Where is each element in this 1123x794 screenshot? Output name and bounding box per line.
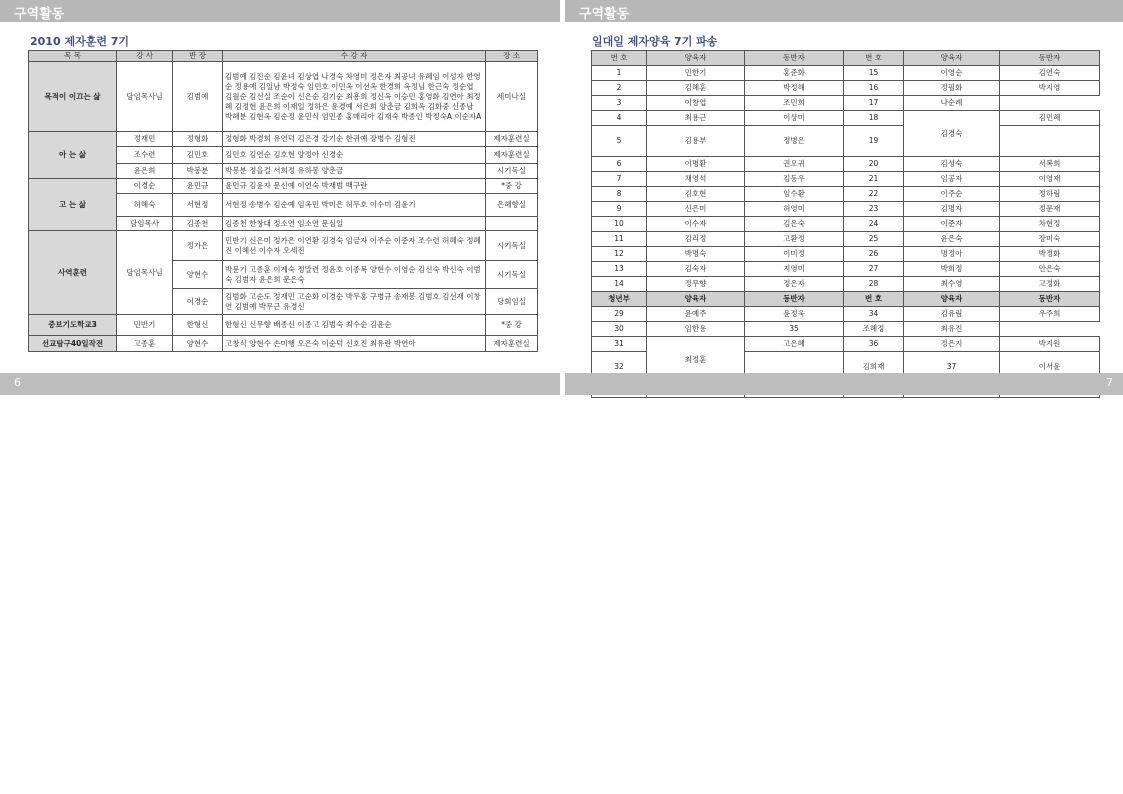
leader-cell: 김범예 — [173, 62, 223, 132]
number-cell: 14 — [592, 277, 647, 292]
teacher-cell: 이경순 — [117, 179, 173, 194]
mentor-cell: 김숙자 — [647, 262, 745, 277]
partner-cell: 윤정욱 — [745, 307, 844, 322]
left-header-title: 구역활동 — [14, 7, 65, 22]
partner-cell: 김연숙 — [1000, 66, 1100, 81]
place-cell: 세미나실 — [486, 62, 538, 132]
table-row — [592, 247, 1100, 262]
students-cell: 박문기 고종훈 이계숙 정말련 정윤호 이종복 양현수 이영순 김신숙 박신숙 이범숙 김범자 윤은희 문은숙 — [223, 261, 486, 289]
number-cell: 37 — [904, 352, 1000, 383]
place-cell: *중 강 — [486, 179, 538, 194]
students-cell: 한형신 신무향 배종신 이종고 김범숙 최수순 김윤순 — [223, 315, 486, 336]
leader-cell: 서현정 — [173, 194, 223, 217]
mentor-cell: 윤은숙 — [904, 232, 1000, 247]
mentor-cell: 이주순 — [904, 187, 1000, 202]
leader-cell: 양현수 — [173, 336, 223, 352]
partner-cell: 고정화 — [1000, 277, 1100, 292]
partner-cell: 이영재 — [1000, 172, 1100, 187]
leader-cell: 윤민규 — [173, 179, 223, 194]
mentor-cell: 김유림 — [904, 307, 1000, 322]
number-cell: 35 — [745, 322, 844, 337]
number-cell: 31 — [592, 337, 647, 352]
partner-cell: 이상미 — [745, 111, 844, 126]
partner-cell: 임한용 — [647, 322, 745, 337]
table-row — [29, 231, 538, 261]
teacher-cell: 조수련 — [117, 147, 173, 164]
table-row — [29, 132, 538, 147]
partner-cell: 박지원 — [1000, 337, 1100, 352]
number-cell: 25 — [844, 232, 904, 247]
number-cell: 24 — [844, 217, 904, 232]
number-cell: 17 — [844, 96, 904, 111]
partner-cell: 김민혜 — [1000, 111, 1100, 126]
number-cell: 19 — [844, 126, 904, 157]
category-cell: 고 는 삶 — [29, 179, 117, 231]
table-header-row — [29, 51, 538, 62]
table-row — [592, 217, 1100, 232]
col-header: 목 목 — [29, 51, 117, 62]
number-cell: 18 — [844, 111, 904, 126]
table-row — [29, 179, 538, 194]
students-cell: 정형화 박경희 유연덕 김은경 강기순 한귀예 장병수 김형진 — [223, 132, 486, 147]
number-cell: 10 — [592, 217, 647, 232]
table-row — [592, 277, 1100, 292]
partner-cell: 이미정 — [745, 247, 844, 262]
place-cell: 시기독실 — [486, 261, 538, 289]
table-row — [592, 187, 1100, 202]
mentor-cell: 김명자 — [904, 202, 1000, 217]
partner-cell: 차현정 — [1000, 217, 1100, 232]
leader-cell: 정가은 — [173, 231, 223, 261]
category-cell: 목적이 이끄는 삶 — [29, 62, 117, 132]
place-cell: 은혜향실 — [486, 194, 538, 217]
mentor-cell: 정은지 — [904, 337, 1000, 352]
number-cell: 13 — [592, 262, 647, 277]
category-cell: 사역훈련 — [29, 231, 117, 315]
students-cell: 민반기 신은미 정가은 이연환 김경숙 임금자 이주순 이준자 조수련 허혜숙 정혜진 이혜선 이수자 오세진 — [223, 231, 486, 261]
table-row — [592, 232, 1100, 247]
partner-cell: 정은자 — [745, 277, 844, 292]
col-header: 양육자 — [647, 51, 745, 66]
right-section-title: 일대일 제자양육 7기 파송 — [592, 35, 718, 48]
col-header: 동반자 — [745, 292, 844, 307]
teacher-cell: 담임목사님 — [117, 62, 173, 132]
mentor-cell: 김성숙 — [904, 157, 1000, 172]
leader-cell: 정형화 — [173, 132, 223, 147]
number-cell: 5 — [592, 126, 647, 157]
col-header: 번 호 — [592, 51, 647, 66]
mentor-cell: 김경숙 — [904, 111, 1000, 157]
partner-cell: 허영미 — [745, 202, 844, 217]
place-cell: 시기독실 — [486, 164, 538, 179]
mentor-cell: 이수자 — [647, 217, 745, 232]
mentor-cell: 정무향 — [647, 277, 745, 292]
table-row — [592, 307, 1100, 322]
mentor-cell: 최정훈 — [647, 337, 745, 383]
mentor-cell: 박명숙 — [647, 247, 745, 262]
teacher-cell: 정재민 — [117, 132, 173, 147]
partner-cell: 박정화 — [1000, 247, 1100, 262]
col-header: 동반자 — [745, 51, 844, 66]
table-row — [592, 157, 1100, 172]
partner-cell: 장미숙 — [1000, 232, 1100, 247]
partner-cell: 우주희 — [1000, 307, 1100, 322]
category-cell: 아 는 삶 — [29, 132, 117, 179]
number-cell: 11 — [592, 232, 647, 247]
number-cell: 9 — [592, 202, 647, 217]
left-footer-bar — [0, 373, 560, 395]
mentor-cell: 이명환 — [647, 157, 745, 172]
partner-cell: 나순례 — [904, 96, 1000, 111]
students-cell: 김범화 고순도 정재민 고순화 이경순 박무홍 구병규 송재봉 김범호 김선재 이창연 김범예 박무근 유경신 — [223, 289, 486, 315]
table-row — [29, 62, 538, 132]
leader-cell: 박봉분 — [173, 164, 223, 179]
mentor-cell: 이창엽 — [647, 96, 745, 111]
mentor-cell: 이서윤 — [1000, 352, 1100, 383]
number-cell: 8 — [592, 187, 647, 202]
teacher-cell: 담임목사님 — [117, 231, 173, 315]
mentor-cell: 임공자 — [904, 172, 1000, 187]
table-row — [592, 126, 1100, 157]
number-cell: 26 — [844, 247, 904, 262]
right-page-number: 7 — [1106, 376, 1113, 389]
leader-cell: 한형신 — [173, 315, 223, 336]
partner-cell: 정하림 — [1000, 187, 1100, 202]
place-cell: 제자훈련실 — [486, 147, 538, 164]
table-row — [592, 96, 1100, 111]
table-row — [592, 66, 1100, 81]
number-cell: 1 — [592, 66, 647, 81]
mentor-cell: 박희정 — [904, 262, 1000, 277]
col-header: 양육자 — [647, 292, 745, 307]
col-header: 강 사 — [117, 51, 173, 62]
youth-header-row — [592, 292, 1100, 307]
teacher-cell: 담임목사 — [117, 217, 173, 231]
table-row — [592, 172, 1100, 187]
right-header-bar — [565, 0, 1123, 22]
col-header: 장 소 — [486, 51, 538, 62]
number-cell: 30 — [592, 322, 647, 337]
students-cell: 김범예 김진순 김윤녀 김상엽 나경숙 차영미 정은자 최공녀 유혜임 이성자 한영순 정용예 김일남 박정숙 임민호 이민옥 이선옥 한경희 옥정님 한근숙 정순엽 김월순 김선실 조순이 신은순 김기순 최흥희 정신옥 이승민 홍영화 김연아 최정혜 김정현 윤은희 이재일 정하은 윤경예 서은희 양춘금 김희옥 김화중 신종남 박혜분 김현옥 김순정 윤민식 엄민종 홍매리아 김재숙 박종인 박정숙A 이순자A — [223, 62, 486, 132]
col-header: 번 호 — [844, 51, 904, 66]
col-header: 번 호 — [844, 292, 904, 307]
mentor-cell: 김호현 — [647, 187, 745, 202]
partner-cell: 박지영 — [1000, 81, 1100, 96]
partner-cell: 권오귀 — [745, 157, 844, 172]
mentor-cell: 이준자 — [904, 217, 1000, 232]
mentor-cell: 명정아 — [904, 247, 1000, 262]
table-header-row — [592, 51, 1100, 66]
left-header-bar — [0, 0, 560, 22]
mentor-cell: 조혜정 — [844, 322, 904, 337]
partner-cell: 김희재 — [844, 352, 904, 383]
leader-cell: 이경순 — [173, 289, 223, 315]
table-row — [592, 111, 1100, 126]
partner-cell: 임수환 — [745, 187, 844, 202]
leader-cell: 김민호 — [173, 147, 223, 164]
table-row — [592, 81, 1100, 96]
table-row — [592, 262, 1100, 277]
teacher-cell: 윤은희 — [117, 164, 173, 179]
partner-cell: 고환정 — [745, 232, 844, 247]
partner-cell: 안은숙 — [1000, 262, 1100, 277]
right-header-title: 구역활동 — [579, 7, 630, 22]
teacher-cell: 고종훈 — [117, 336, 173, 352]
training-table — [28, 50, 538, 352]
mentor-cell: 신은미 — [647, 202, 745, 217]
place-cell: 시기독실 — [486, 231, 538, 261]
mentor-cell: 최용근 — [647, 111, 745, 126]
table-row — [592, 322, 1100, 337]
partner-cell: 최유진 — [904, 322, 1000, 337]
place-cell: 제자훈련실 — [486, 336, 538, 352]
col-header: 반 장 — [173, 51, 223, 62]
col-header: 동반자 — [1000, 292, 1100, 307]
place-cell: 제자훈련실 — [486, 132, 538, 147]
number-cell: 28 — [844, 277, 904, 292]
category-cell: 선교탐구40일작전 — [29, 336, 117, 352]
number-cell: 7 — [592, 172, 647, 187]
mentoring-table — [591, 50, 1100, 398]
number-cell: 2 — [592, 81, 647, 96]
category-cell: 중보기도학교3 — [29, 315, 117, 336]
partner-cell: 정병은 — [745, 126, 844, 157]
col-header: 양육자 — [904, 292, 1000, 307]
number-cell: 22 — [844, 187, 904, 202]
number-cell: 6 — [592, 157, 647, 172]
partner-cell: 지영미 — [745, 262, 844, 277]
number-cell: 21 — [844, 172, 904, 187]
number-cell: 12 — [592, 247, 647, 262]
number-cell: 23 — [844, 202, 904, 217]
col-header: 양육자 — [904, 51, 1000, 66]
mentor-cell: 윤예주 — [647, 307, 745, 322]
students-cell: 박봉분 정을걸 서희정 유하봉 양춘금 — [223, 164, 486, 179]
mentor-cell: 채영석 — [647, 172, 745, 187]
mentor-cell: 정필화 — [904, 81, 1000, 96]
left-page-number: 6 — [14, 376, 21, 389]
table-row — [29, 315, 538, 336]
table-row — [29, 336, 538, 352]
partner-cell: 김은숙 — [745, 217, 844, 232]
number-cell: 29 — [592, 307, 647, 322]
number-cell: 27 — [844, 262, 904, 277]
students-cell: 윤민규 김윤자 문신예 이연숙 박재범 백구란 — [223, 179, 486, 194]
mentor-cell: 김용부 — [647, 126, 745, 157]
number-cell: 15 — [844, 66, 904, 81]
leader-cell: 김종천 — [173, 217, 223, 231]
mentor-cell: 민한기 — [647, 66, 745, 81]
number-cell: 36 — [844, 337, 904, 352]
students-cell: 서현정 송병수 김순예 임옥민 박미은 허무호 이수미 김윤기 — [223, 194, 486, 217]
place-cell: 당회임실 — [486, 289, 538, 315]
number-cell: 34 — [844, 307, 904, 322]
students-cell: 김종천 한창대 정소연 임소연 문심일 — [223, 217, 486, 231]
table-row — [592, 337, 1100, 352]
partner-cell: 고은혜 — [745, 337, 844, 352]
teacher-cell: 허혜숙 — [117, 194, 173, 217]
mentor-cell: 김리정 — [647, 232, 745, 247]
students-cell: 고창식 양현수 손미행 오은숙 이순덕 신호진 최유란 박연아 — [223, 336, 486, 352]
leader-cell: 양현수 — [173, 261, 223, 289]
partner-cell: 정문재 — [1000, 202, 1100, 217]
partner-cell: 서복희 — [1000, 157, 1100, 172]
place-cell: *중 강 — [486, 315, 538, 336]
number-cell: 4 — [592, 111, 647, 126]
partner-cell: 홍준화 — [745, 66, 844, 81]
left-section-title: 2010 제자훈련 7기 — [30, 35, 130, 48]
number-cell: 20 — [844, 157, 904, 172]
teacher-cell: 민반기 — [117, 315, 173, 336]
right-footer-bar — [565, 373, 1123, 395]
mentor-cell: 이영순 — [904, 66, 1000, 81]
number-cell: 16 — [844, 81, 904, 96]
number-cell: 32 — [592, 352, 647, 383]
partner-cell: 박정해 — [745, 81, 844, 96]
col-header: 수 강 자 — [223, 51, 486, 62]
mentor-cell: 김혜훈 — [647, 81, 745, 96]
partner-cell: 조민희 — [745, 96, 844, 111]
mentor-cell — [1000, 126, 1100, 157]
mentor-cell: 최수영 — [904, 277, 1000, 292]
col-header: 청년부 — [592, 292, 647, 307]
place-cell — [486, 217, 538, 231]
partner-cell: 김동우 — [745, 172, 844, 187]
table-row — [592, 202, 1100, 217]
col-header: 동반자 — [1000, 51, 1100, 66]
students-cell: 김민호 김연순 김호현 양정아 신경순 — [223, 147, 486, 164]
number-cell: 3 — [592, 96, 647, 111]
